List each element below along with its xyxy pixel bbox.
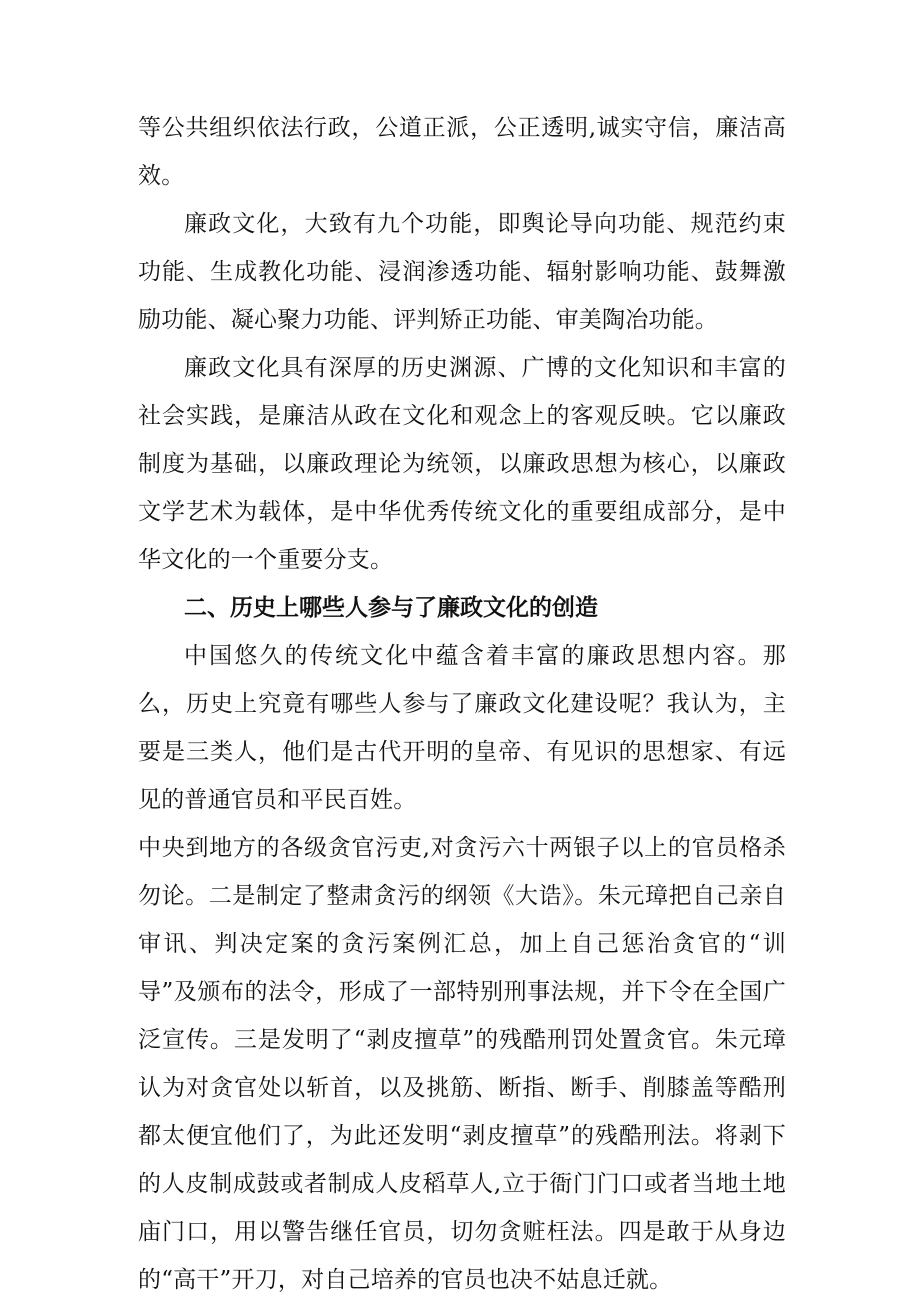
paragraph-zhu-yuanzhang-measures: 中央到地方的各级贪官污吏,对贪污六十两银子以上的官员格杀勿论。二是制定了整肃贪污的纲领《大诰》。朱元璋把自己亲自审讯、判决定案的贪污案例汇总，加上自己惩治贪官的“训导”及颁布的法令，形成了一部特别刑事法规，并下令在全国广泛宣传。三是发明了“剥皮擅草”的残酷刑罚处置贪官。朱元璋认为对贪官处以斩首，以及挑筋、断指、断手、削膝盖等酷刑都太便宜他们了，为此还发明“剥皮擅草”的残酷刑法。将剥下的人皮制成鼓或者制成人皮稻草人,立于衙门门口或者当地土地庙门口，用以警告继任官员，切勿贪赃枉法。四是敢于从身边的“高干”开刀，对自己培养的官员也决不姑息迁就。 <box>138 835 786 1293</box>
paragraph-historical-origins: 廉政文化具有深厚的历史渊源、广博的文化知识和丰富的社会实践，是廉洁从政在文化和观念上的客观反映。它以廉政制度为基础，以廉政理论为统领，以廉政思想为核心，以廉政文学艺术为载体，是中华优秀传统文化的重要组成部分，是中华文化的一个重要分支。 <box>138 355 786 573</box>
paragraph-continuation-public-organizations: 等公共组织依法行政，公道正派，公正透明,诚实守信，廉洁高效。 <box>138 115 786 189</box>
paragraph-three-kinds-of-people: 中国悠久的传统文化中蕴含着丰富的廉政思想内容。那么，历史上究竟有哪些人参与了廉政文化建设呢？我认为，主要是三类人，他们是古代开明的皇帝、有见识的思想家、有远见的普通官员和平民百姓。 <box>138 643 786 813</box>
document-body <box>138 104 786 1304</box>
paragraph-nine-functions: 廉政文化，大致有九个功能，即舆论导向功能、规范约束功能、生成教化功能、浸润渗透功能、辐射影响功能、鼓舞激励功能、凝心聚力功能、评判矫正功能、审美陶冶功能。 <box>138 211 786 333</box>
section-heading-two: 二、历史上哪些人参与了廉政文化的创造 <box>184 595 598 621</box>
